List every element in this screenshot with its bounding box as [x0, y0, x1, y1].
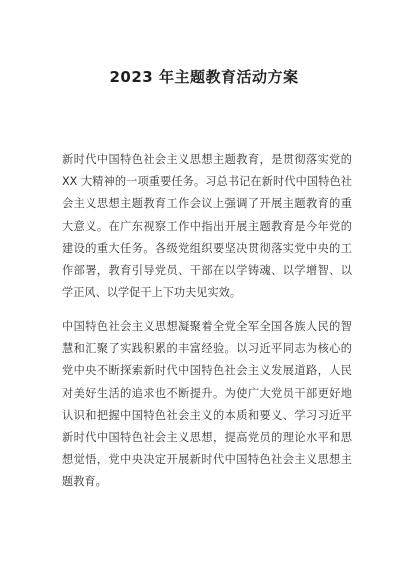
paragraph-line: 慧和汇聚了实践积累的丰富经验。以习近平同志为核心的: [62, 342, 352, 356]
paragraph-line: 建设的重大任务。各级党组织要坚决贯彻落实党中央的工: [62, 241, 352, 255]
paragraph-line: 想觉悟，党中央决定开展新时代中国特色社会主义思想主: [62, 453, 352, 467]
paragraph-line: 对美好生活的追求也不断提升。为使广大党员干部更好地: [62, 386, 352, 400]
paragraph-line: 新时代中国特色社会主义思想，提高党员的理论水平和思: [62, 430, 352, 444]
paragraph-1: [62, 149, 352, 304]
paragraph-line: 认识和把握中国特色社会主义的本质和要义、学习习近平: [62, 408, 352, 422]
paragraph-line: 中国特色社会主义思想凝聚着全党全军全国各族人民的智: [62, 320, 352, 333]
paragraph-line: 题教育。: [62, 475, 107, 489]
paragraph-line: 党中央不断探索新时代中国特色社会主义发展道路，人民: [62, 364, 352, 378]
paragraph-2: [62, 316, 352, 494]
paragraph-line: 大意义。在广东视察工作中指出开展主题教育是今年党的: [62, 219, 352, 233]
paragraph-line: 学正风、以学促干上下功夫见实效。: [62, 286, 242, 300]
document-title: 2023 年主题教育活动方案: [109, 68, 299, 86]
paragraph-line: 作部署，教育引导党员、干部在以学铸魂、以学增智、以: [62, 263, 352, 277]
paragraph-line: 会主义思想主题教育工作会议上强调了开展主题教育的重: [62, 197, 352, 211]
paragraph-line: 新时代中国特色社会主义思想主题教育，是贯彻落实党的: [62, 153, 352, 166]
paragraph-line: XX 大精神的一项重要任务。习总书记在新时代中国特色社: [62, 175, 352, 189]
